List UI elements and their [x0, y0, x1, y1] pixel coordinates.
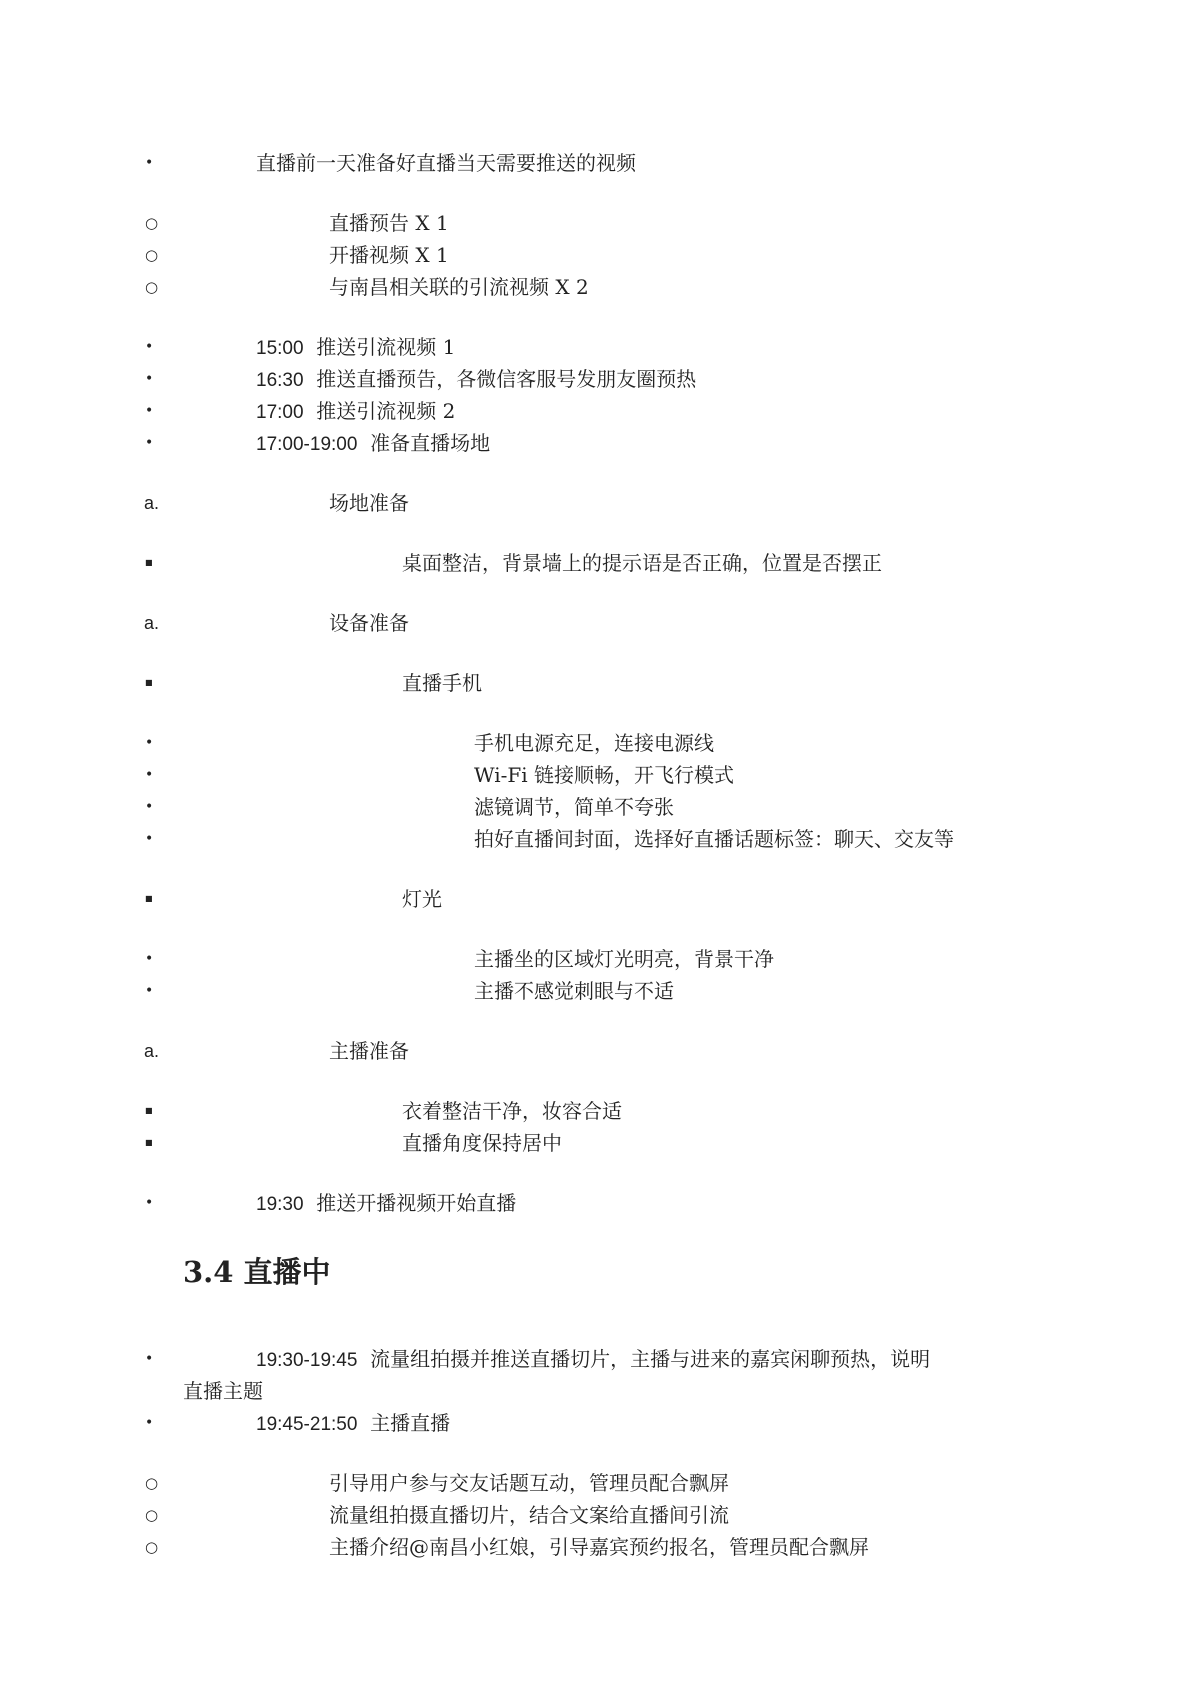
schedule-task: 准备直播场地 — [370, 431, 491, 455]
schedule-task: 主播直播 — [370, 1411, 451, 1435]
schedule-time: 16:30 — [256, 370, 304, 391]
square-marker: ■ — [145, 894, 153, 903]
list-item-text: 主播不感觉刺眼与不适 — [474, 979, 674, 1003]
sub-heading-equipment — [0, 607, 1200, 639]
schedule-item — [0, 1343, 1200, 1375]
list-item — [0, 943, 1200, 975]
bullet-marker: • — [145, 951, 154, 967]
bullet-marker: • — [145, 1195, 154, 1211]
list-item-text: 直播预告 X 1 — [329, 211, 449, 235]
bullet-marker: • — [145, 831, 154, 847]
schedule-time: 17:00-19:00 — [256, 434, 358, 455]
bullet-marker: • — [145, 983, 154, 999]
schedule-task: 推送引流视频 2 — [316, 399, 456, 423]
list-item-text: 拍好直播间封面，选择好直播话题标签：聊天、交友等 — [474, 827, 954, 851]
list-item — [0, 975, 1200, 1007]
schedule-item — [0, 1407, 1200, 1439]
square-marker: ■ — [145, 558, 153, 567]
circle-marker: ○ — [145, 1506, 159, 1524]
list-item — [0, 1467, 1200, 1499]
square-marker: ■ — [145, 1106, 153, 1115]
sub-heading-text: 场地准备 — [329, 491, 409, 515]
square-marker: ■ — [145, 678, 153, 687]
list-item — [0, 1499, 1200, 1531]
bullet-marker: • — [145, 371, 154, 387]
bullet-marker: • — [145, 435, 154, 451]
sub-heading-host — [0, 1035, 1200, 1067]
schedule-time: 19:30 — [256, 1194, 304, 1215]
schedule-time: 15:00 — [256, 338, 304, 359]
list-item — [0, 239, 1200, 271]
schedule-task-continued: 直播主题 — [183, 1379, 263, 1403]
list-item-text: 衣着整洁干净，妆容合适 — [402, 1099, 622, 1123]
list-item — [0, 547, 1200, 579]
list-item — [0, 883, 1200, 915]
list-item — [0, 271, 1200, 303]
list-item — [0, 823, 1200, 855]
list-item-text: 主播坐的区域灯光明亮，背景干净 — [474, 947, 774, 971]
bullet-marker: • — [145, 735, 154, 751]
schedule-item — [0, 427, 1200, 459]
list-item-text: 主播介绍@南昌小红娘，引导嘉宾预约报名，管理员配合飘屏 — [329, 1535, 869, 1559]
list-item — [0, 1531, 1200, 1563]
alpha-marker: a. — [144, 1041, 160, 1061]
schedule-time: 19:30-19:45 — [256, 1350, 358, 1371]
list-item-text: 滤镜调节，简单不夸张 — [474, 795, 674, 819]
list-item — [0, 1095, 1200, 1127]
list-item — [0, 791, 1200, 823]
list-item-text: 开播视频 X 1 — [329, 243, 449, 267]
alpha-marker: a. — [144, 493, 160, 513]
list-item-text: 灯光 — [402, 887, 442, 911]
schedule-task: 推送直播预告，各微信客服号发朋友圈预热 — [316, 367, 697, 391]
schedule-task: 推送引流视频 1 — [316, 335, 456, 359]
bullet-marker: • — [145, 339, 154, 355]
square-marker: ■ — [145, 1138, 153, 1147]
circle-marker: ○ — [145, 246, 159, 264]
list-item — [0, 667, 1200, 699]
schedule-task: 流量组拍摄并推送直播切片，主播与进来的嘉宾闲聊预热，说明 — [370, 1347, 931, 1371]
circle-marker: ○ — [145, 1474, 159, 1492]
sub-heading-venue — [0, 487, 1200, 519]
sub-heading-text: 设备准备 — [329, 611, 409, 635]
list-item — [0, 147, 1200, 179]
list-item-text: 引导用户参与交友话题互动，管理员配合飘屏 — [329, 1471, 729, 1495]
schedule-item — [0, 1187, 1200, 1219]
schedule-item — [0, 395, 1200, 427]
list-item-text: 与南昌相关联的引流视频 X 2 — [329, 275, 589, 299]
bullet-marker: • — [145, 799, 154, 815]
alpha-marker: a. — [144, 613, 160, 633]
circle-marker: ○ — [145, 1538, 159, 1556]
schedule-item — [0, 331, 1200, 363]
bullet-marker: • — [145, 155, 154, 171]
list-item — [0, 727, 1200, 759]
bullet-marker: • — [145, 1415, 154, 1431]
schedule-task: 推送开播视频开始直播 — [316, 1191, 517, 1215]
section-heading: 3.4 直播中 — [183, 1255, 331, 1289]
bullet-marker: • — [145, 1351, 154, 1367]
circle-marker: ○ — [145, 278, 159, 296]
sub-heading-text: 主播准备 — [329, 1039, 409, 1063]
list-item-text: 直播前一天准备好直播当天需要推送的视频 — [256, 151, 636, 175]
list-item — [0, 1127, 1200, 1159]
list-item — [0, 759, 1200, 791]
bullet-marker: • — [145, 403, 154, 419]
schedule-time: 17:00 — [256, 402, 304, 423]
list-item-text: Wi-Fi 链接顺畅，开飞行模式 — [474, 763, 734, 787]
list-item-text: 流量组拍摄直播切片，结合文案给直播间引流 — [329, 1503, 729, 1527]
list-item-text: 桌面整洁，背景墙上的提示语是否正确，位置是否摆正 — [402, 551, 882, 575]
list-item-text: 直播角度保持居中 — [402, 1131, 562, 1155]
schedule-time: 19:45-21:50 — [256, 1414, 358, 1435]
list-item-text: 直播手机 — [402, 671, 482, 695]
bullet-marker: • — [145, 767, 154, 783]
list-item — [0, 207, 1200, 239]
circle-marker: ○ — [145, 214, 159, 232]
list-item-text: 手机电源充足，连接电源线 — [474, 731, 714, 755]
schedule-item — [0, 363, 1200, 395]
